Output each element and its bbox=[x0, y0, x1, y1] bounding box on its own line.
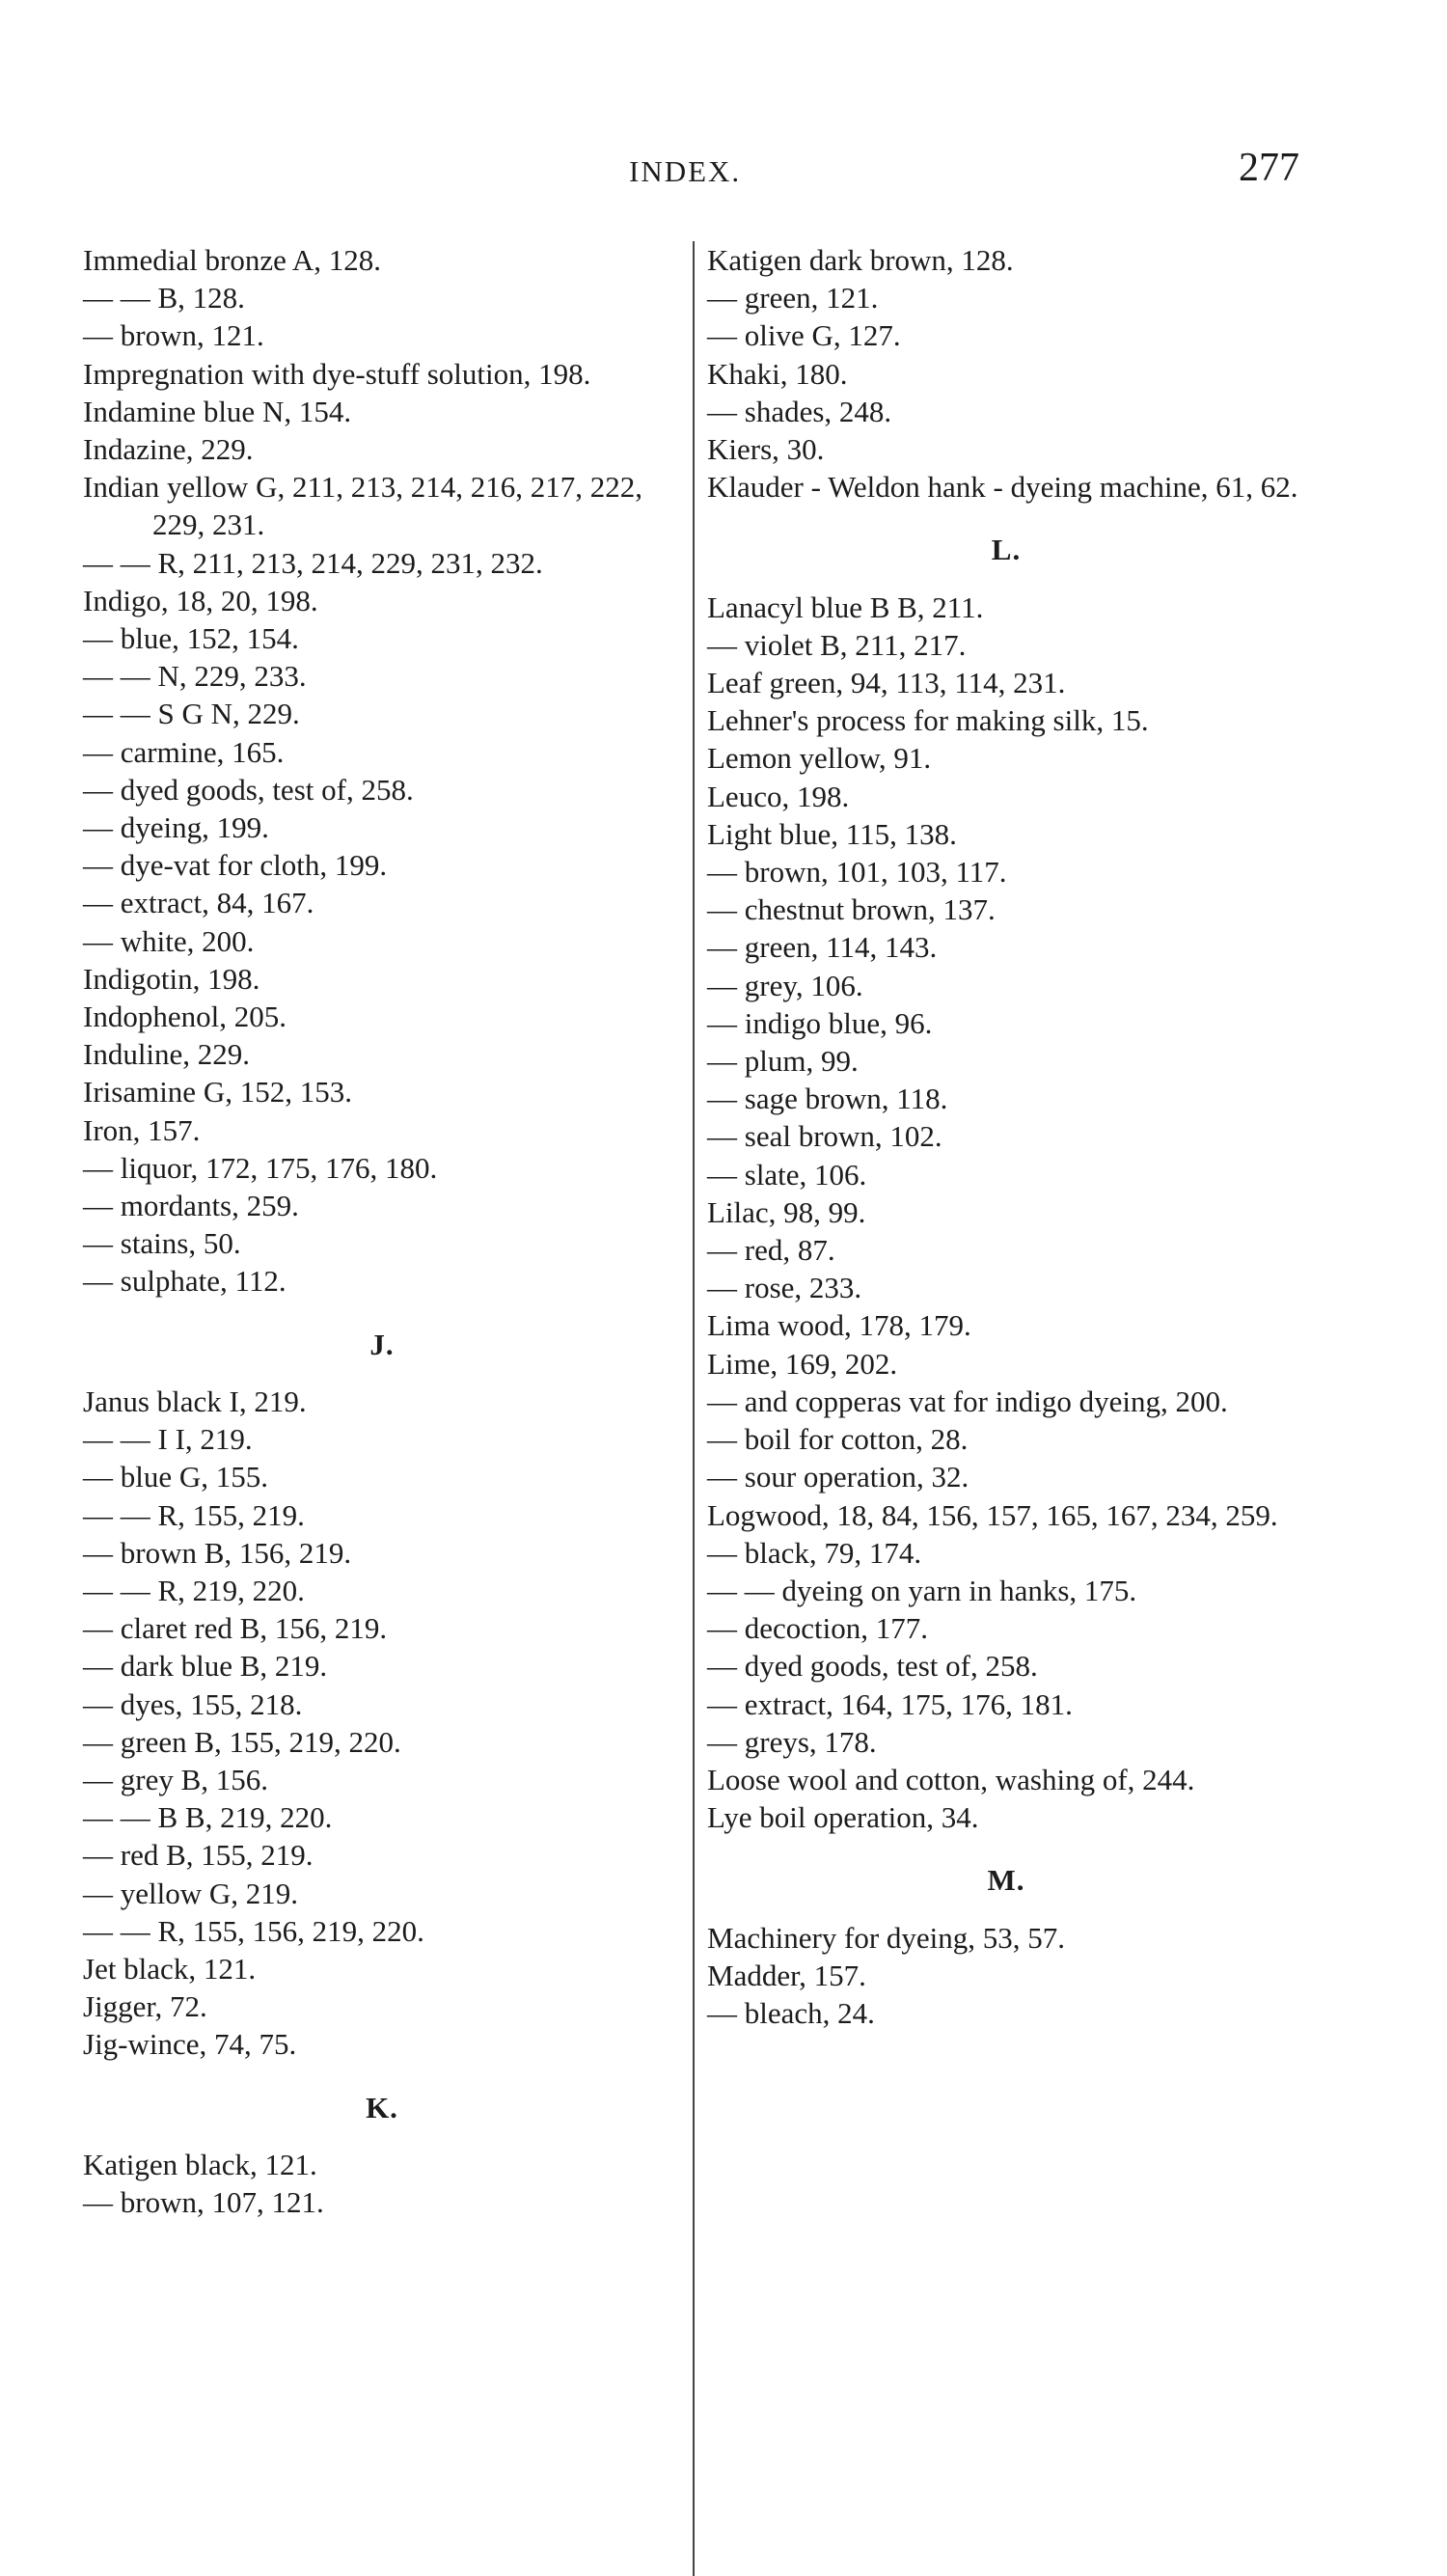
index-entry: — carmine, 165. bbox=[83, 734, 285, 769]
index-entry: Indigotin, 198. bbox=[83, 961, 260, 996]
index-entry: Induline, 229. bbox=[83, 1037, 251, 1072]
index-entry: Katigen dark brown, 128. bbox=[707, 243, 1014, 277]
index-entry: — grey B, 156. bbox=[83, 1762, 269, 1796]
index-entry: — chestnut brown, 137. bbox=[707, 892, 996, 927]
index-entry: — greys, 178. bbox=[707, 1724, 877, 1759]
right-column bbox=[707, 241, 1315, 2032]
index-entry: — blue, 152, 154. bbox=[83, 621, 299, 656]
index-entry: — green, 121. bbox=[707, 281, 879, 315]
index-entry: Madder, 157. bbox=[707, 1958, 866, 1992]
index-group-k bbox=[83, 2146, 681, 2221]
index-entry: — shades, 248. bbox=[707, 394, 892, 428]
index-entry: Klauder - Weldon hank - dyeing machine, 61, 62. bbox=[707, 470, 1298, 505]
index-entry: — olive G, 127. bbox=[707, 318, 901, 353]
left-column bbox=[83, 241, 681, 2221]
index-entry: — — I I, 219. bbox=[83, 1422, 253, 1457]
index-entry: Indazine, 229. bbox=[83, 432, 254, 467]
index-entry: Lehner's process for making silk, 15. bbox=[707, 703, 1149, 738]
index-entry: Irisamine G, 152, 153. bbox=[83, 1075, 352, 1110]
index-entry: Kiers, 30. bbox=[707, 432, 825, 467]
index-entry: — extract, 84, 167. bbox=[83, 886, 314, 920]
index-entry: Indamine blue N, 154. bbox=[83, 394, 352, 428]
index-entry: — bleach, 24. bbox=[707, 1995, 875, 2030]
index-entry: Iron, 157. bbox=[83, 1112, 201, 1147]
index-entry: Indigo, 18, 20, 198. bbox=[83, 583, 318, 617]
index-entry: — brown, 107, 121. bbox=[83, 2184, 324, 2219]
index-entry: — red B, 155, 219. bbox=[83, 1838, 314, 1873]
page-header bbox=[0, 145, 1447, 203]
index-entry: — sage brown, 118. bbox=[707, 1082, 948, 1116]
index-entry: — rose, 233. bbox=[707, 1271, 862, 1305]
index-entry: — green B, 155, 219, 220. bbox=[83, 1724, 401, 1759]
index-entry: — mordants, 259. bbox=[83, 1189, 299, 1223]
running-title: INDEX. bbox=[629, 154, 742, 188]
section-heading-m: M. bbox=[987, 1863, 1025, 1898]
index-entry: — red, 87. bbox=[707, 1233, 835, 1268]
index-entry: — dark blue B, 219. bbox=[83, 1649, 328, 1684]
index-entry: — — R, 219, 220. bbox=[83, 1573, 305, 1607]
index-group-i bbox=[83, 241, 681, 1301]
index-entry: — brown, 101, 103, 117. bbox=[707, 855, 1007, 890]
index-entry: — — dyeing on yarn in hanks, 175. bbox=[707, 1573, 1137, 1607]
index-entry: Indian yellow G, 211, 213, 214, 216, 217, 222, 229, 231. bbox=[83, 470, 643, 542]
index-group-k-continued bbox=[707, 241, 1315, 506]
index-entry: Janus black I, 219. bbox=[83, 1384, 307, 1418]
index-entry: — brown, 121. bbox=[83, 318, 264, 353]
index-entry: — claret red B, 156, 219. bbox=[83, 1611, 388, 1646]
index-entry: Jig-wince, 74, 75. bbox=[83, 2027, 297, 2062]
index-entry: — dyed goods, test of, 258. bbox=[83, 772, 414, 807]
index-entry: — slate, 106. bbox=[707, 1157, 867, 1192]
index-entry: Lanacyl blue B B, 211. bbox=[707, 589, 984, 624]
index-entry: — extract, 164, 175, 176, 181. bbox=[707, 1686, 1073, 1721]
index-entry: Machinery for dyeing, 53, 57. bbox=[707, 1920, 1066, 1955]
index-entry: — sour operation, 32. bbox=[707, 1460, 969, 1494]
index-entry: Immedial bronze A, 128. bbox=[83, 243, 382, 277]
index-entry: — white, 200. bbox=[83, 923, 255, 958]
column-divider bbox=[693, 241, 695, 2576]
index-entry: — dyeing, 199. bbox=[83, 810, 269, 845]
index-entry: Leaf green, 94, 113, 114, 231. bbox=[707, 666, 1066, 700]
index-group-m bbox=[707, 1919, 1315, 2033]
index-entry: — green, 114, 143. bbox=[707, 930, 938, 965]
index-entry: — blue G, 155. bbox=[83, 1460, 269, 1494]
index-entry: — dyed goods, test of, 258. bbox=[707, 1649, 1038, 1684]
index-entry: — boil for cotton, 28. bbox=[707, 1422, 969, 1457]
index-entry: — — S G N, 229. bbox=[83, 697, 300, 731]
index-entry: Lilac, 98, 99. bbox=[707, 1194, 866, 1229]
index-entry: Khaki, 180. bbox=[707, 356, 848, 391]
index-entry: — — B B, 219, 220. bbox=[83, 1800, 333, 1835]
index-entry: — yellow G, 219. bbox=[83, 1876, 299, 1910]
index-entry: — grey, 106. bbox=[707, 968, 863, 1002]
index-entry: Lima wood, 178, 179. bbox=[707, 1308, 971, 1343]
index-entry: Logwood, 18, 84, 156, 157, 165, 167, 234, 259. bbox=[707, 1497, 1278, 1532]
index-entry: — — R, 155, 219. bbox=[83, 1497, 305, 1532]
index-entry: Loose wool and cotton, washing of, 244. bbox=[707, 1762, 1195, 1796]
index-entry: Katigen black, 121. bbox=[83, 2147, 317, 2181]
index-entry: Lemon yellow, 91. bbox=[707, 741, 932, 776]
index-entry: — — N, 229, 233. bbox=[83, 659, 307, 694]
index-entry: — decoction, 177. bbox=[707, 1611, 929, 1646]
index-entry: Jet black, 121. bbox=[83, 1951, 257, 1986]
index-entry: — and copperas vat for indigo dyeing, 200. bbox=[707, 1384, 1228, 1418]
page-number: 277 bbox=[1239, 146, 1299, 190]
index-entry: — plum, 99. bbox=[707, 1044, 859, 1079]
index-entry: — brown B, 156, 219. bbox=[83, 1535, 352, 1570]
index-entry: Light blue, 115, 138. bbox=[707, 816, 957, 851]
index-group-j bbox=[83, 1383, 681, 2064]
index-entry: — — R, 155, 156, 219, 220. bbox=[83, 1913, 424, 1948]
index-entry: — violet B, 211, 217. bbox=[707, 627, 967, 662]
index-entry: — seal brown, 102. bbox=[707, 1119, 942, 1154]
index-entry: — dyes, 155, 218. bbox=[83, 1686, 303, 1721]
index-entry: — — B, 128. bbox=[83, 281, 245, 315]
index-entry: Leuco, 198. bbox=[707, 779, 850, 813]
section-heading-l: L. bbox=[991, 533, 1022, 567]
index-entry: Lime, 169, 202. bbox=[707, 1346, 898, 1381]
index-entry: Lye boil operation, 34. bbox=[707, 1800, 979, 1835]
index-group-l bbox=[707, 589, 1315, 1837]
index-entry: — black, 79, 174. bbox=[707, 1535, 922, 1570]
index-entry: — — R, 211, 213, 214, 229, 231, 232. bbox=[83, 545, 543, 580]
index-entry: — dye-vat for cloth, 199. bbox=[83, 848, 388, 883]
index-entry: — indigo blue, 96. bbox=[707, 1005, 933, 1040]
index-entry: Impregnation with dye-stuff solution, 198. bbox=[83, 356, 591, 391]
index-entry: Indophenol, 205. bbox=[83, 1000, 287, 1034]
section-heading-k: K. bbox=[366, 2090, 398, 2124]
index-entry: — liquor, 172, 175, 176, 180. bbox=[83, 1150, 438, 1185]
section-heading-j: J. bbox=[369, 1327, 395, 1361]
index-entry: — sulphate, 112. bbox=[83, 1264, 287, 1299]
index-entry: Jigger, 72. bbox=[83, 1989, 207, 2024]
index-entry: — stains, 50. bbox=[83, 1226, 241, 1261]
